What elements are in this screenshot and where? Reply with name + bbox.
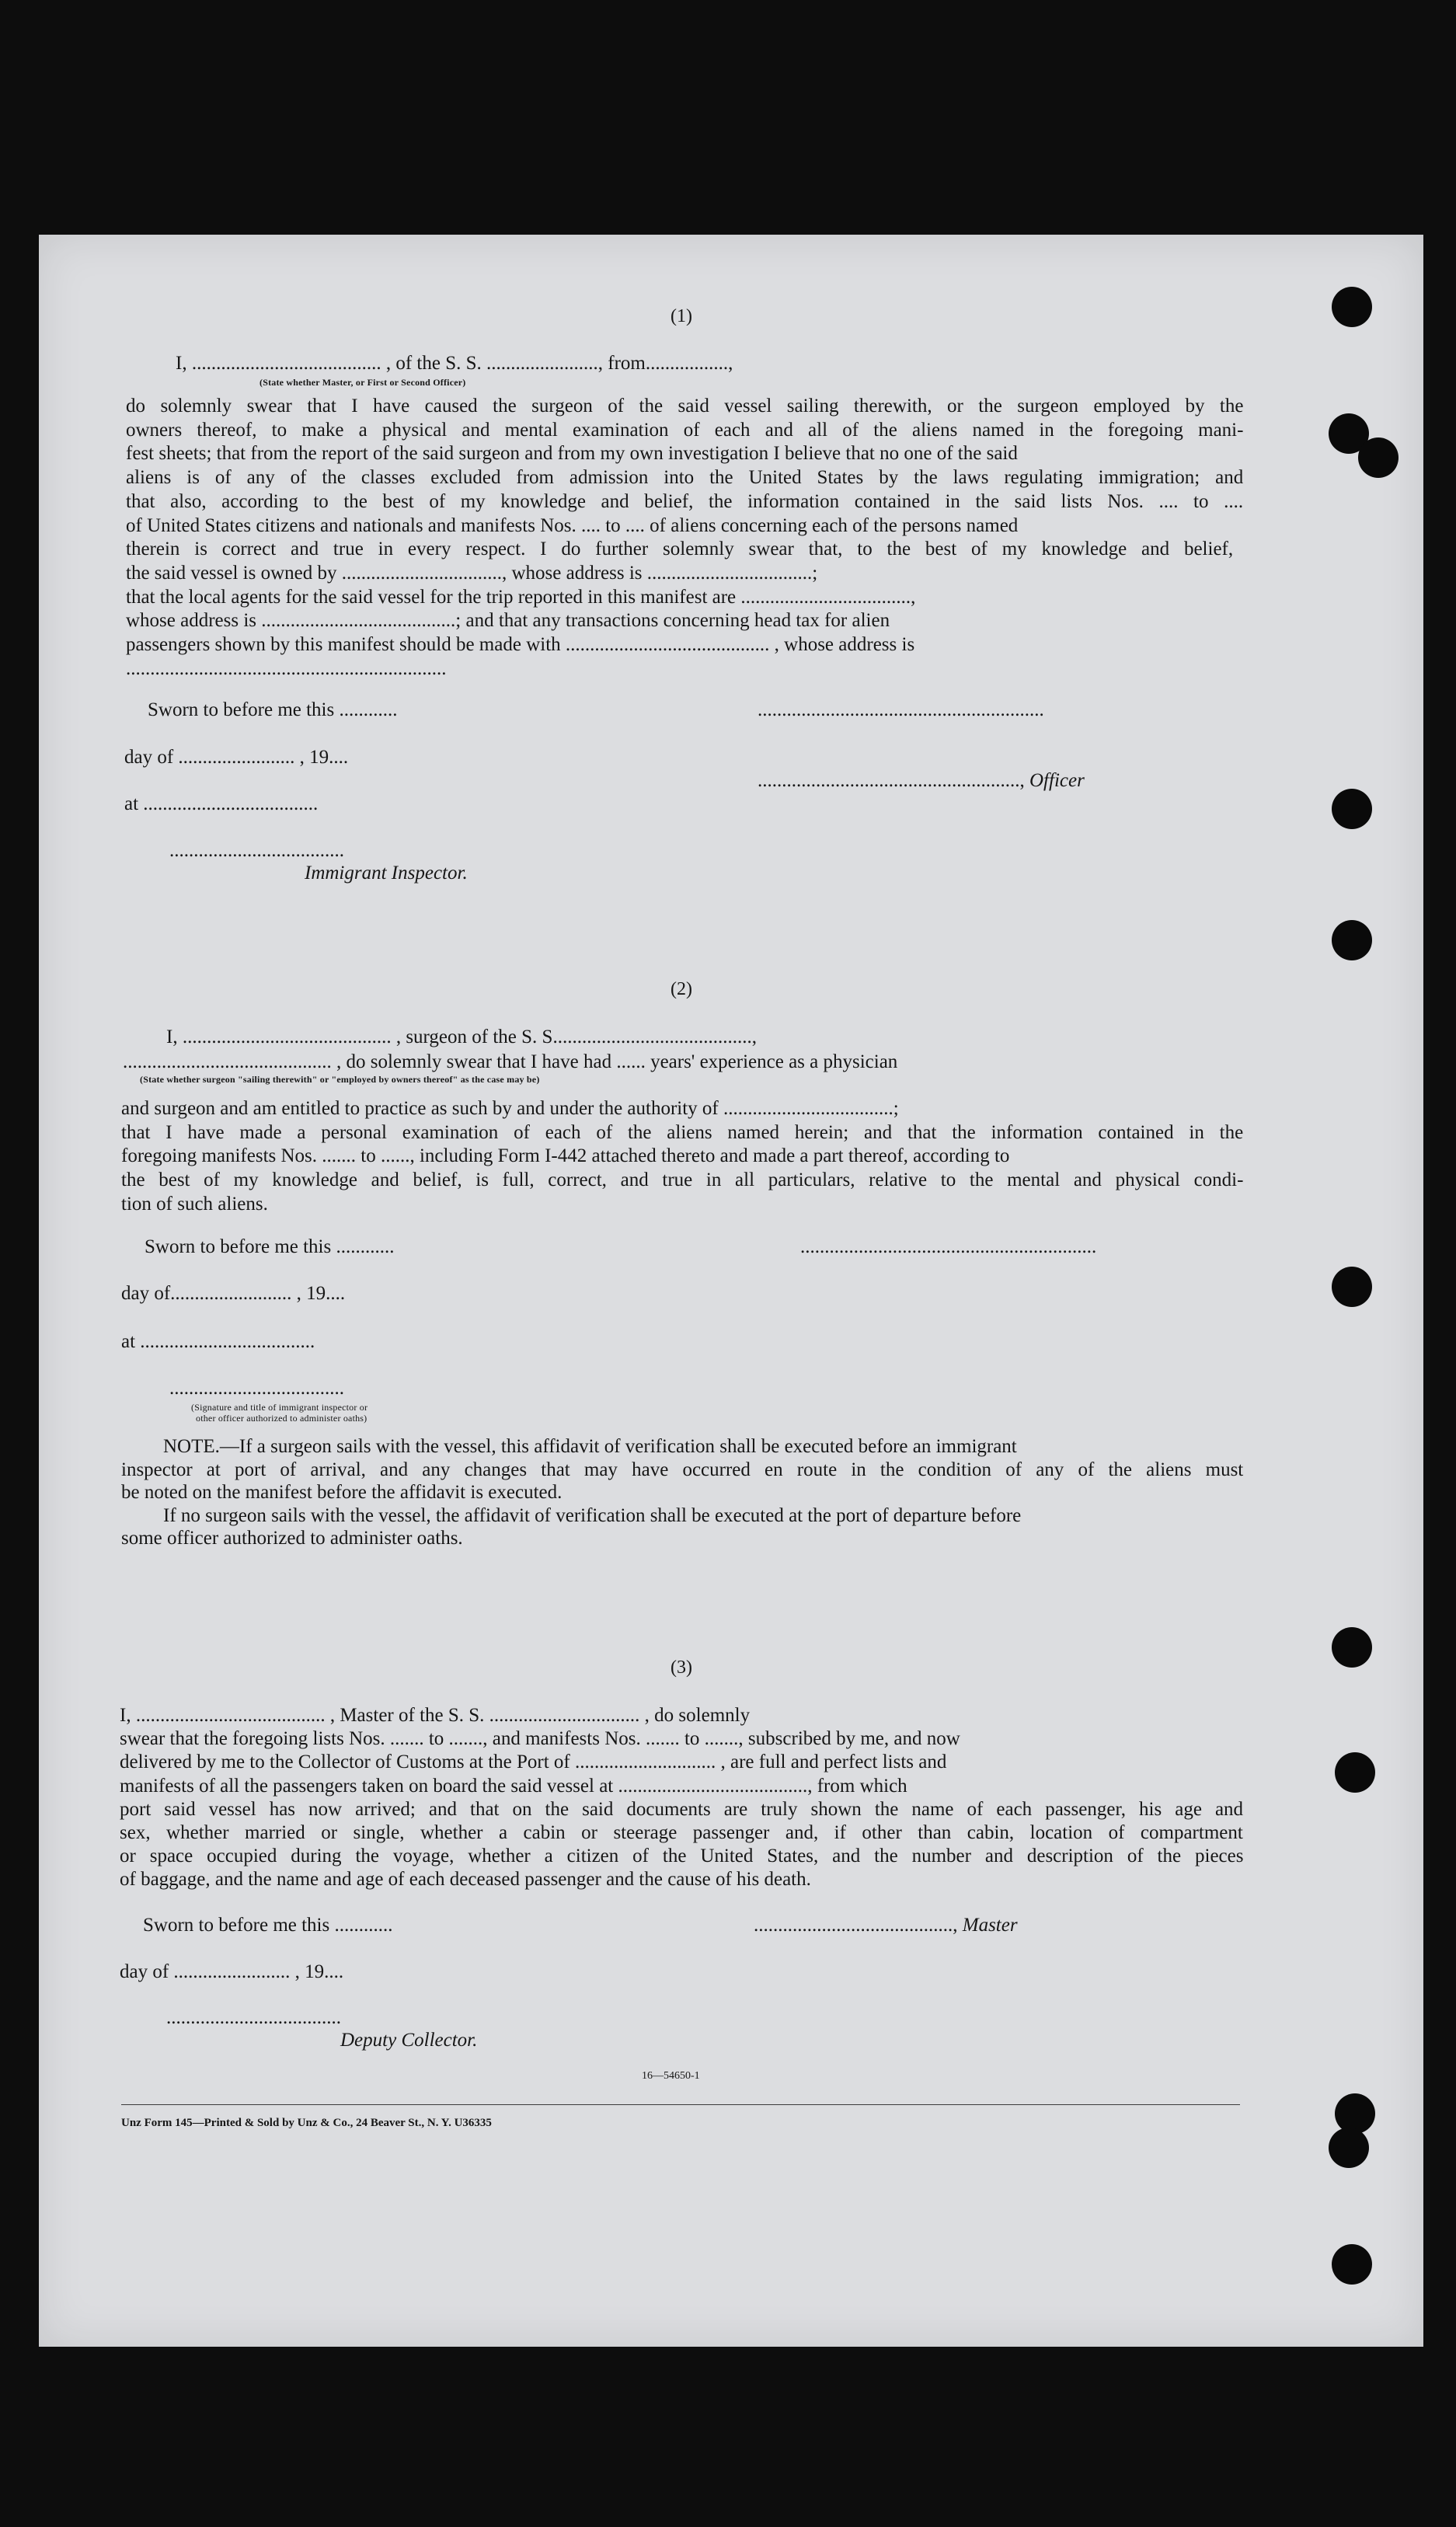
signature-dots: .................................... [166, 2007, 341, 2028]
binder-hole [1335, 1752, 1375, 1793]
officer-label: Officer [1029, 770, 1085, 791]
note-line: be noted on the manifest before the affidavit is executed. [121, 1482, 563, 1503]
note-line: If no surgeon sails with the vessel, the affidavit of verification shall be executed at the port of departure before [163, 1504, 1022, 1526]
master-line [754, 1914, 1018, 1937]
date-line: day of......................... , 19.... [121, 1283, 346, 1304]
binder-hole [1332, 1627, 1372, 1668]
paragraph-line: owners thereof, to make a physical and mental examination of each and all of the aliens named in the foregoing mani- [126, 419, 1244, 441]
paragraph-line: the best of my knowledge and belief, is full, correct, and true in all particulars, relative to the mental and physical condi- [121, 1169, 1244, 1191]
paragraph-line: .................................................................. [126, 657, 447, 679]
paragraph-line: sex, whether married or single, whether a cabin or steerage passenger and, if other than cabin, location of compartment [120, 1822, 1243, 1843]
binder-hole [1332, 920, 1372, 960]
binder-hole [1332, 1267, 1372, 1307]
binder-hole [1358, 437, 1399, 478]
place-line: at .................................... [124, 793, 319, 814]
paragraph-line: whose address is ........................................; and that any transactions concerning head tax for alien [126, 610, 890, 632]
paragraph-line: of baggage, and the name and age of each deceased passenger and the cause of his death. [120, 1869, 811, 1891]
field-caption: (State whether surgeon "sailing therewith" or "employed by owners thereof" as the case may be) [140, 1074, 540, 1085]
signature-label: Deputy Collector. [340, 2030, 478, 2051]
sworn-line: Sworn to before me this ............ [145, 1236, 395, 1257]
field-caption: (State whether Master, or First or Second Officer) [260, 377, 466, 388]
paragraph-line: or space occupied during the voyage, whether a citizen of the United States, and the number and description of the pieces [120, 1846, 1244, 1867]
note-line: NOTE.—If a surgeon sails with the vessel, this affidavit of verification shall be executed before an immigrant [163, 1436, 1017, 1457]
paragraph-line: fest sheets; that from the report of the said surgeon and from my own investigation I believe that no one of the said [126, 443, 1018, 465]
paragraph-line: that I have made a personal examination of each of the aliens named herein; and that the information contained in the [121, 1121, 1244, 1143]
sworn-line: Sworn to before me this ............ [143, 1915, 393, 1936]
paragraph-line: delivered by me to the Collector of Customs at the Port of ............................. , are full and perfect lists and [120, 1751, 947, 1773]
master-dots: ........................................., [754, 1915, 963, 1936]
paragraph-line: swear that the foregoing lists Nos. ....... to ......., and manifests Nos. ....... to ......., subscribed by me, and now [120, 1728, 960, 1750]
signature-dots: .................................... [169, 840, 344, 861]
paragraph-line: that the local agents for the said vessel for the trip reported in this manifest are ..................................., [126, 586, 916, 608]
paragraph-line: do solemnly swear that I have caused the surgeon of the said vessel sailing therewith, or the surgeon employed by the [126, 396, 1244, 417]
oath-first-line: I, ....................................... , of the S. S. ......................., from................., [176, 353, 733, 374]
date-line: day of ........................ , 19.... [124, 747, 349, 768]
paragraph-line: port said vessel has now arrived; and that on the said documents are truly shown the name of each passenger, his age and [120, 1798, 1244, 1820]
signature-caption: other officer authorized to administer oaths) [196, 1413, 367, 1424]
paragraph-line: and surgeon and am entitled to practice as such by and under the authority of ...................................; [121, 1098, 899, 1119]
place-line: at .................................... [121, 1331, 315, 1352]
printer-imprint: Unz Form 145—Printed & Sold by Unz & Co., 24 Beaver St., N. Y. U36335 [121, 2117, 492, 2129]
paragraph-line: tion of such aliens. [121, 1193, 268, 1215]
paragraph-line: aliens is of any of the classes excluded from admission into the United States by the laws regulating immigration; and [126, 467, 1244, 489]
note-line: inspector at port of arrival, and any changes that may have occurred en route in the condition of any of the aliens must [121, 1459, 1244, 1480]
officer-dots: ......................................................, [758, 770, 1029, 791]
binder-hole [1332, 789, 1372, 829]
paragraph-line: therein is correct and true in every respect. I do further solemnly swear that, to the best of my knowledge and belief, [126, 539, 1234, 560]
note-line: some officer authorized to administer oaths. [121, 1528, 463, 1549]
signature-dots: .................................... [169, 1378, 344, 1399]
paragraph-line: foregoing manifests Nos. ....... to ......, including Form I-442 attached thereto and made a part thereof, according to [121, 1145, 1010, 1167]
footer-rule [121, 2104, 1240, 2105]
paragraph-line: manifests of all the passengers taken on board the said vessel at ......................................., from which [120, 1775, 907, 1797]
signature-dots: ........................................................... [758, 699, 1044, 720]
binder-hole [1332, 287, 1372, 327]
signature-label: Immigrant Inspector. [305, 863, 468, 884]
oath-first-line: I, ........................................... , surgeon of the S. S........................................., [166, 1026, 757, 1047]
signature-dots: ............................................................. [800, 1236, 1097, 1257]
officer-line [758, 769, 1085, 793]
paragraph-line: passengers shown by this manifest should be made with .......................................... , whose address is [126, 634, 915, 655]
form-code: 16—54650-1 [642, 2070, 700, 2082]
paragraph-line: that also, according to the best of my knowledge and belief, the information contained in the said lists Nos. .... to .... [126, 490, 1244, 512]
binder-hole [1335, 2093, 1375, 2134]
oath-second-line: ........................................... , do solemnly swear that I have had ...... years' experience as a physician [123, 1051, 898, 1072]
paragraph-line: I, ....................................... , Master of the S. S. ............................... , do solemnly [120, 1705, 751, 1726]
binder-hole [1332, 2244, 1372, 2285]
section-number: (3) [671, 1657, 692, 1678]
master-label: Master [962, 1915, 1018, 1936]
section-number: (2) [671, 979, 692, 999]
sworn-line: Sworn to before me this ............ [148, 699, 398, 720]
binder-hole [1329, 2128, 1369, 2168]
section-number: (1) [671, 306, 692, 326]
date-line: day of ........................ , 19.... [120, 1961, 344, 1982]
signature-caption: (Signature and title of immigrant inspector or [191, 1402, 368, 1413]
paragraph-line: the said vessel is owned by ................................., whose address is ..................................; [126, 562, 818, 584]
paragraph-line: of United States citizens and nationals and manifests Nos. .... to .... of aliens concerning each of the persons named [126, 514, 1019, 536]
